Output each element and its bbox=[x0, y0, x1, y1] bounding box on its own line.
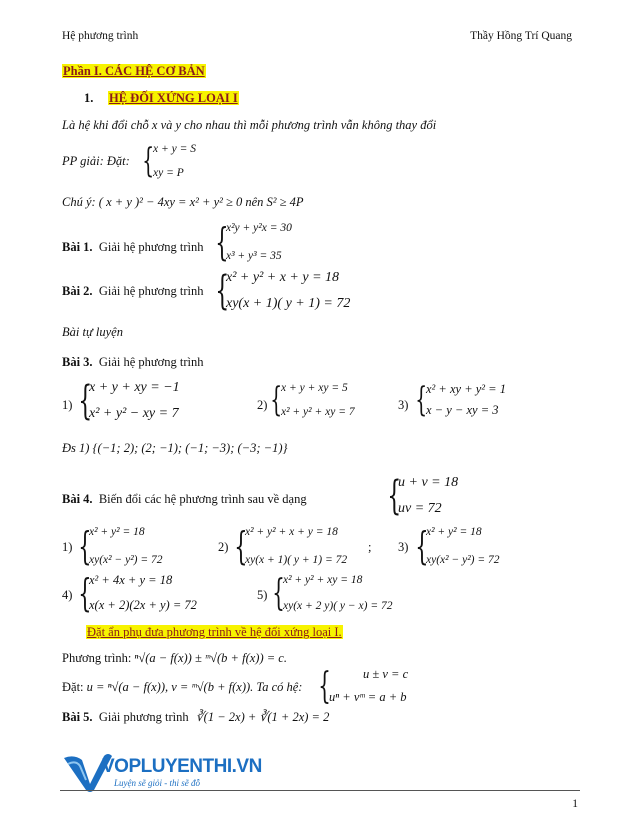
section-title: HỆ ĐỐI XỨNG LOẠI I bbox=[109, 91, 238, 105]
page-number: 1 bbox=[572, 798, 578, 810]
ex3-item-2-system: { x + y + xy = 5 x² + y² + xy = 7 bbox=[270, 380, 355, 420]
ex4-item-2-system: { x² + y² + x + y = 18 xy(x + 1)( y + 1) = 72 bbox=[234, 524, 348, 568]
method-system: { x + y = S xy = P bbox=[142, 141, 196, 181]
section-number: 1. bbox=[84, 91, 94, 105]
set-line: Đặt: u = ⁿ√(a − f(x)), v = ᵐ√(b + f(x)). Ta có hệ: bbox=[62, 680, 303, 694]
ex4-item-3-system: { x² + y² = 18 xy(x² − y²) = 72 bbox=[415, 524, 500, 568]
ex3-item-1-system: { x + y + xy = −1 x² + y² − xy = 7 bbox=[78, 378, 180, 424]
ex4-target-system: { u + v = 18 uv = 72 bbox=[387, 473, 459, 519]
logo-slogan: Luyện sẽ giỏi - thi sẽ đỗ bbox=[114, 778, 200, 788]
subst-title: Đặt ẩn phụ đưa phương trình về hệ đối xứng loại I. bbox=[87, 625, 342, 639]
ex1-system: { x²y + y²x = 30 x³ + y³ = 35 bbox=[215, 220, 292, 264]
note-text: Chú ý: ( x + y )² − 4xy = x² + y² ≥ 0 nên S² ≥ 4P bbox=[62, 195, 304, 209]
ex4-item-4-num: 4) bbox=[62, 588, 73, 602]
ex2-system: { x² + y² + x + y = 18 xy(x + 1)( y + 1) = 72 bbox=[215, 268, 351, 314]
ex5-statement: Bài 5. Giải phương trình ∛(1 − 2x) + ∛(1 + 2x) = 2 bbox=[62, 710, 330, 724]
ex4-item-5-num: 5) bbox=[257, 588, 268, 602]
ex4-item-5-system: { x² + y² + xy = 18 xy(x + 2 y)( y − x) = 72 bbox=[272, 572, 393, 614]
ex4-item-3-num: 3) bbox=[398, 540, 409, 554]
ex4-statement: Bài 4. Biến đổi các hệ phương trình sau về dạng bbox=[62, 492, 307, 506]
ex3-item-3-system: { x² + xy + y² = 1 x − y − xy = 3 bbox=[415, 380, 506, 420]
header-right: Thầy Hồng Trí Quang bbox=[470, 30, 572, 42]
header-left: Hệ phương trình bbox=[62, 30, 139, 42]
ex1-statement: Bài 1. Giải hệ phương trình bbox=[62, 240, 204, 254]
set-system: { u ± v = c uⁿ + vᵐ = a + b bbox=[318, 665, 409, 707]
ex3-item-2-num: 2) bbox=[257, 398, 268, 412]
footer-divider bbox=[60, 790, 580, 791]
ex4-item-1-system: { x² + y² = 18 xy(x² − y²) = 72 bbox=[78, 524, 163, 568]
ex3-item-1-num: 1) bbox=[62, 398, 73, 412]
ex4-item-2-num: 2) bbox=[218, 540, 229, 554]
ex3-statement: Bài 3. Giải hệ phương trình bbox=[62, 355, 204, 369]
ex2-statement: Bài 2. Giải hệ phương trình bbox=[62, 284, 204, 298]
ex3-item-3-num: 3) bbox=[398, 398, 409, 412]
answer-text: Đs 1) {(−1; 2); (2; −1); (−1; −3); (−3; −1)} bbox=[62, 441, 288, 455]
ex4-item-4-system: { x² + 4x + y = 18 x(x + 2)(2x + y) = 72 bbox=[78, 571, 197, 615]
method-label: PP giải: Đặt: bbox=[62, 154, 130, 168]
equation-line: Phương trình: ⁿ√(a − f(x)) ± ᵐ√(b + f(x)) = c. bbox=[62, 651, 287, 665]
ex4-item-1-num: 1) bbox=[62, 540, 73, 554]
ex4-item-2-suffix: ; bbox=[368, 540, 372, 554]
logo-text: VOPLUYENTHI.VN bbox=[102, 756, 262, 777]
definition-text: Là hệ khi đổi chỗ x và y cho nhau thì mỗi phương trình vẫn không thay đổi bbox=[62, 118, 437, 132]
practice-heading: Bài tự luyện bbox=[62, 325, 123, 339]
part-title: Phần I. CÁC HỆ CƠ BẢN bbox=[63, 64, 205, 78]
